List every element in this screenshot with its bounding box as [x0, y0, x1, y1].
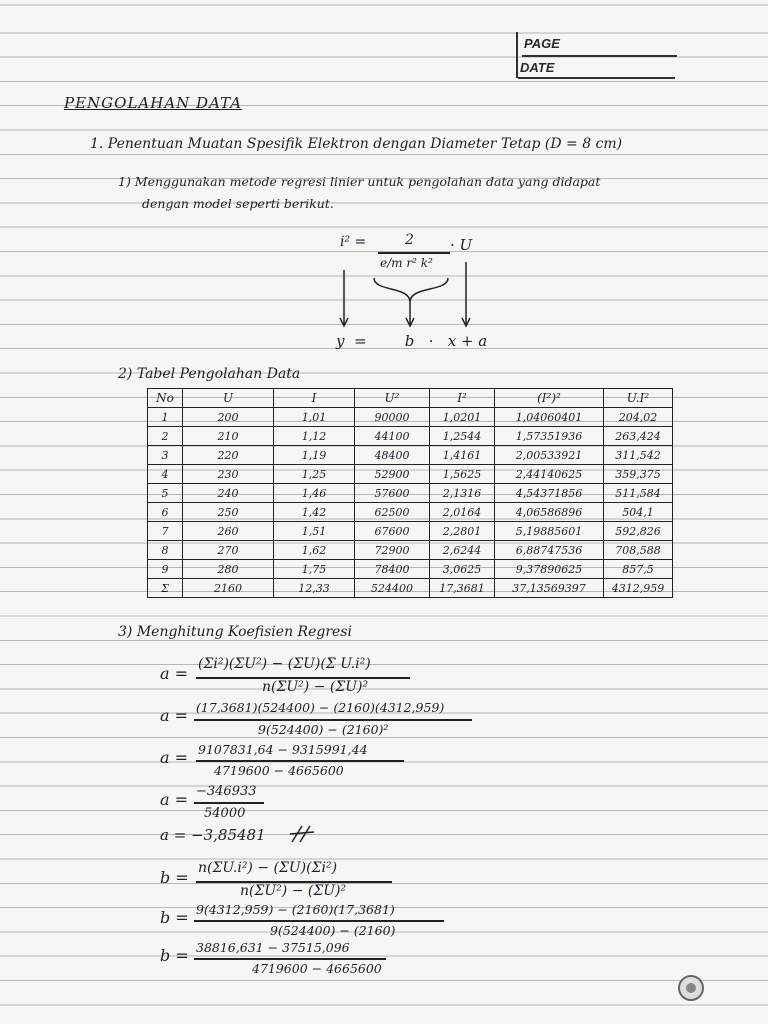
- table-cell: 17,3681: [430, 579, 495, 598]
- table-total-row: [148, 579, 673, 598]
- table-cell: 2,00533921: [495, 446, 604, 465]
- b3-numerator: 38816,631 − 37515,096: [196, 940, 350, 955]
- section1-title: 1. Penentuan Muatan Spesifik Elektron dengan Diameter Tetap (D = 8 cm): [90, 136, 623, 152]
- table-cell: 240: [183, 484, 274, 503]
- table-cell: 1,46: [274, 484, 355, 503]
- b2-numerator: 9(4312,959) − (2160)(17,3681): [196, 902, 395, 917]
- formula-u: · U: [450, 236, 473, 254]
- b1-numerator: n(ΣU.i²) − (ΣU)(Σi²): [198, 860, 338, 876]
- col-header: U²: [355, 389, 430, 408]
- a3-lhs: a =: [160, 748, 189, 767]
- table-row: [148, 446, 673, 465]
- table-cell: 2160: [183, 579, 274, 598]
- table-cell: 250: [183, 503, 274, 522]
- col-header: I: [274, 389, 355, 408]
- b3-denominator: 4719600 − 4665600: [252, 961, 382, 976]
- section2-title: 2) Tabel Pengolahan Data: [118, 366, 301, 382]
- a4-denominator: 54000: [204, 806, 246, 821]
- table-cell: 57600: [355, 484, 430, 503]
- table-cell: 504,1: [604, 503, 673, 522]
- table-cell: 1,42: [274, 503, 355, 522]
- table-cell: 1: [148, 408, 183, 427]
- table-cell: 9: [148, 560, 183, 579]
- table-cell: 6,88747536: [495, 541, 604, 560]
- table-cell: 280: [183, 560, 274, 579]
- b2-lhs: b =: [160, 908, 189, 927]
- b3-fraction-line: [194, 958, 386, 960]
- table-row: [148, 465, 673, 484]
- table-cell: 204,02: [604, 408, 673, 427]
- section3-title: 3) Menghitung Koefisien Regresi: [118, 624, 352, 640]
- data-table: [147, 388, 673, 598]
- table-cell: 260: [183, 522, 274, 541]
- table-cell: 1,2544: [430, 427, 495, 446]
- table-cell: 1,04060401: [495, 408, 604, 427]
- table-cell: 4312,959: [604, 579, 673, 598]
- a4-numerator: −346933: [196, 784, 257, 799]
- a1-denominator: n(ΣU²) − (ΣU)²: [262, 679, 369, 695]
- table-cell: 1,51: [274, 522, 355, 541]
- table-cell: 230: [183, 465, 274, 484]
- table-cell: 1,01: [274, 408, 355, 427]
- table-cell: 2: [148, 427, 183, 446]
- table-cell: 359,375: [604, 465, 673, 484]
- table-cell: 1,25: [274, 465, 355, 484]
- table-cell: 210: [183, 427, 274, 446]
- table-body: [148, 408, 673, 598]
- table-cell: 2,44140625: [495, 465, 604, 484]
- table-cell: 1,12: [274, 427, 355, 446]
- table-cell: 78400: [355, 560, 430, 579]
- table-cell: 7: [148, 522, 183, 541]
- formula-linear-model: y = b · x + a: [336, 332, 488, 350]
- table-cell: 2,1316: [430, 484, 495, 503]
- table-cell: 48400: [355, 446, 430, 465]
- table-cell: 3: [148, 446, 183, 465]
- table-cell: 263,424: [604, 427, 673, 446]
- table-cell: 270: [183, 541, 274, 560]
- a1-numerator: (Σi²)(ΣU²) − (ΣU)(Σ U.i²): [198, 656, 371, 672]
- binder-hole-icon: [678, 975, 704, 1001]
- date-field-line: [518, 77, 675, 79]
- table-cell: 592,826: [604, 522, 673, 541]
- table-cell: 2,0164: [430, 503, 495, 522]
- result-double-slash: [288, 822, 318, 844]
- table-cell: 8: [148, 541, 183, 560]
- table-cell: 311,542: [604, 446, 673, 465]
- a4-lhs: a =: [160, 790, 189, 809]
- table-cell: 52900: [355, 465, 430, 484]
- table-cell: 2,6244: [430, 541, 495, 560]
- table-cell: 1,62: [274, 541, 355, 560]
- col-header: (I²)²: [495, 389, 604, 408]
- table-cell: 4: [148, 465, 183, 484]
- a2-numerator: (17,3681)(524400) − (2160)(4312,959): [196, 700, 445, 715]
- b1-denominator: n(ΣU²) − (ΣU)²: [240, 883, 347, 899]
- page-field-line: [522, 55, 677, 57]
- table-header-row: [148, 389, 673, 408]
- page-label: PAGE: [524, 36, 560, 51]
- table-cell: 220: [183, 446, 274, 465]
- table-cell: 4,06586896: [495, 503, 604, 522]
- table-cell: 1,19: [274, 446, 355, 465]
- table-cell: 3,0625: [430, 560, 495, 579]
- table-cell: 1,57351936: [495, 427, 604, 446]
- table-cell: 12,33: [274, 579, 355, 598]
- table-row: [148, 503, 673, 522]
- table-cell: 6: [148, 503, 183, 522]
- table-cell: Σ: [148, 579, 183, 598]
- table-row: [148, 560, 673, 579]
- table-cell: 1,0201: [430, 408, 495, 427]
- formula-numerator: 2: [405, 232, 414, 248]
- b2-fraction-line: [194, 920, 444, 922]
- table-row: [148, 522, 673, 541]
- a-result: a = −3,85481: [160, 826, 266, 844]
- a2-lhs: a =: [160, 706, 189, 725]
- col-header: U: [183, 389, 274, 408]
- formula-denominator: e/m r² k²: [380, 256, 433, 270]
- b2-denominator: 9(524400) − (2160): [270, 923, 396, 938]
- table-cell: 90000: [355, 408, 430, 427]
- table-cell: 62500: [355, 503, 430, 522]
- table-cell: 37,13569397: [495, 579, 604, 598]
- col-header: I²: [430, 389, 495, 408]
- table-row: [148, 541, 673, 560]
- formula-fraction-line: [378, 252, 450, 254]
- col-header: No: [148, 389, 183, 408]
- table-cell: 5: [148, 484, 183, 503]
- table-row: [148, 484, 673, 503]
- table-cell: 9,37890625: [495, 560, 604, 579]
- table-cell: 524400: [355, 579, 430, 598]
- b3-lhs: b =: [160, 946, 189, 965]
- a1-lhs: a =: [160, 664, 189, 683]
- a3-numerator: 9107831,64 − 9315991,44: [198, 742, 368, 757]
- table-cell: 708,588: [604, 541, 673, 560]
- a2-denominator: 9(524400) − (2160)²: [258, 722, 389, 737]
- brace: [374, 278, 448, 302]
- table-cell: 857,5: [604, 560, 673, 579]
- col-header: U.I²: [604, 389, 673, 408]
- table-cell: 1,5625: [430, 465, 495, 484]
- page-heading: PENGOLAHAN DATA: [64, 94, 243, 112]
- table-cell: 1,75: [274, 560, 355, 579]
- table-cell: 200: [183, 408, 274, 427]
- a2-fraction-line: [194, 719, 472, 721]
- a3-denominator: 4719600 − 4665600: [214, 763, 344, 778]
- date-label: DATE: [520, 60, 555, 75]
- table-cell: 511,584: [604, 484, 673, 503]
- table-row: [148, 427, 673, 446]
- table-cell: 72900: [355, 541, 430, 560]
- formula-lhs: i² =: [340, 234, 367, 250]
- table-row: [148, 408, 673, 427]
- header-divider: [516, 32, 518, 78]
- a3-fraction-line: [196, 760, 404, 762]
- table-cell: 4,54371856: [495, 484, 604, 503]
- a4-fraction-line: [194, 802, 264, 804]
- table-cell: 1,4161: [430, 446, 495, 465]
- b1-lhs: b =: [160, 868, 189, 887]
- step1-line2: dengan model seperti berikut.: [142, 196, 334, 211]
- table-cell: 2,2801: [430, 522, 495, 541]
- formula-brace-arrows: [330, 262, 490, 342]
- step1-line1: 1) Menggunakan metode regresi linier untuk pengolahan data yang didapat: [118, 174, 601, 189]
- table-cell: 67600: [355, 522, 430, 541]
- table-cell: 5,19885601: [495, 522, 604, 541]
- table-cell: 44100: [355, 427, 430, 446]
